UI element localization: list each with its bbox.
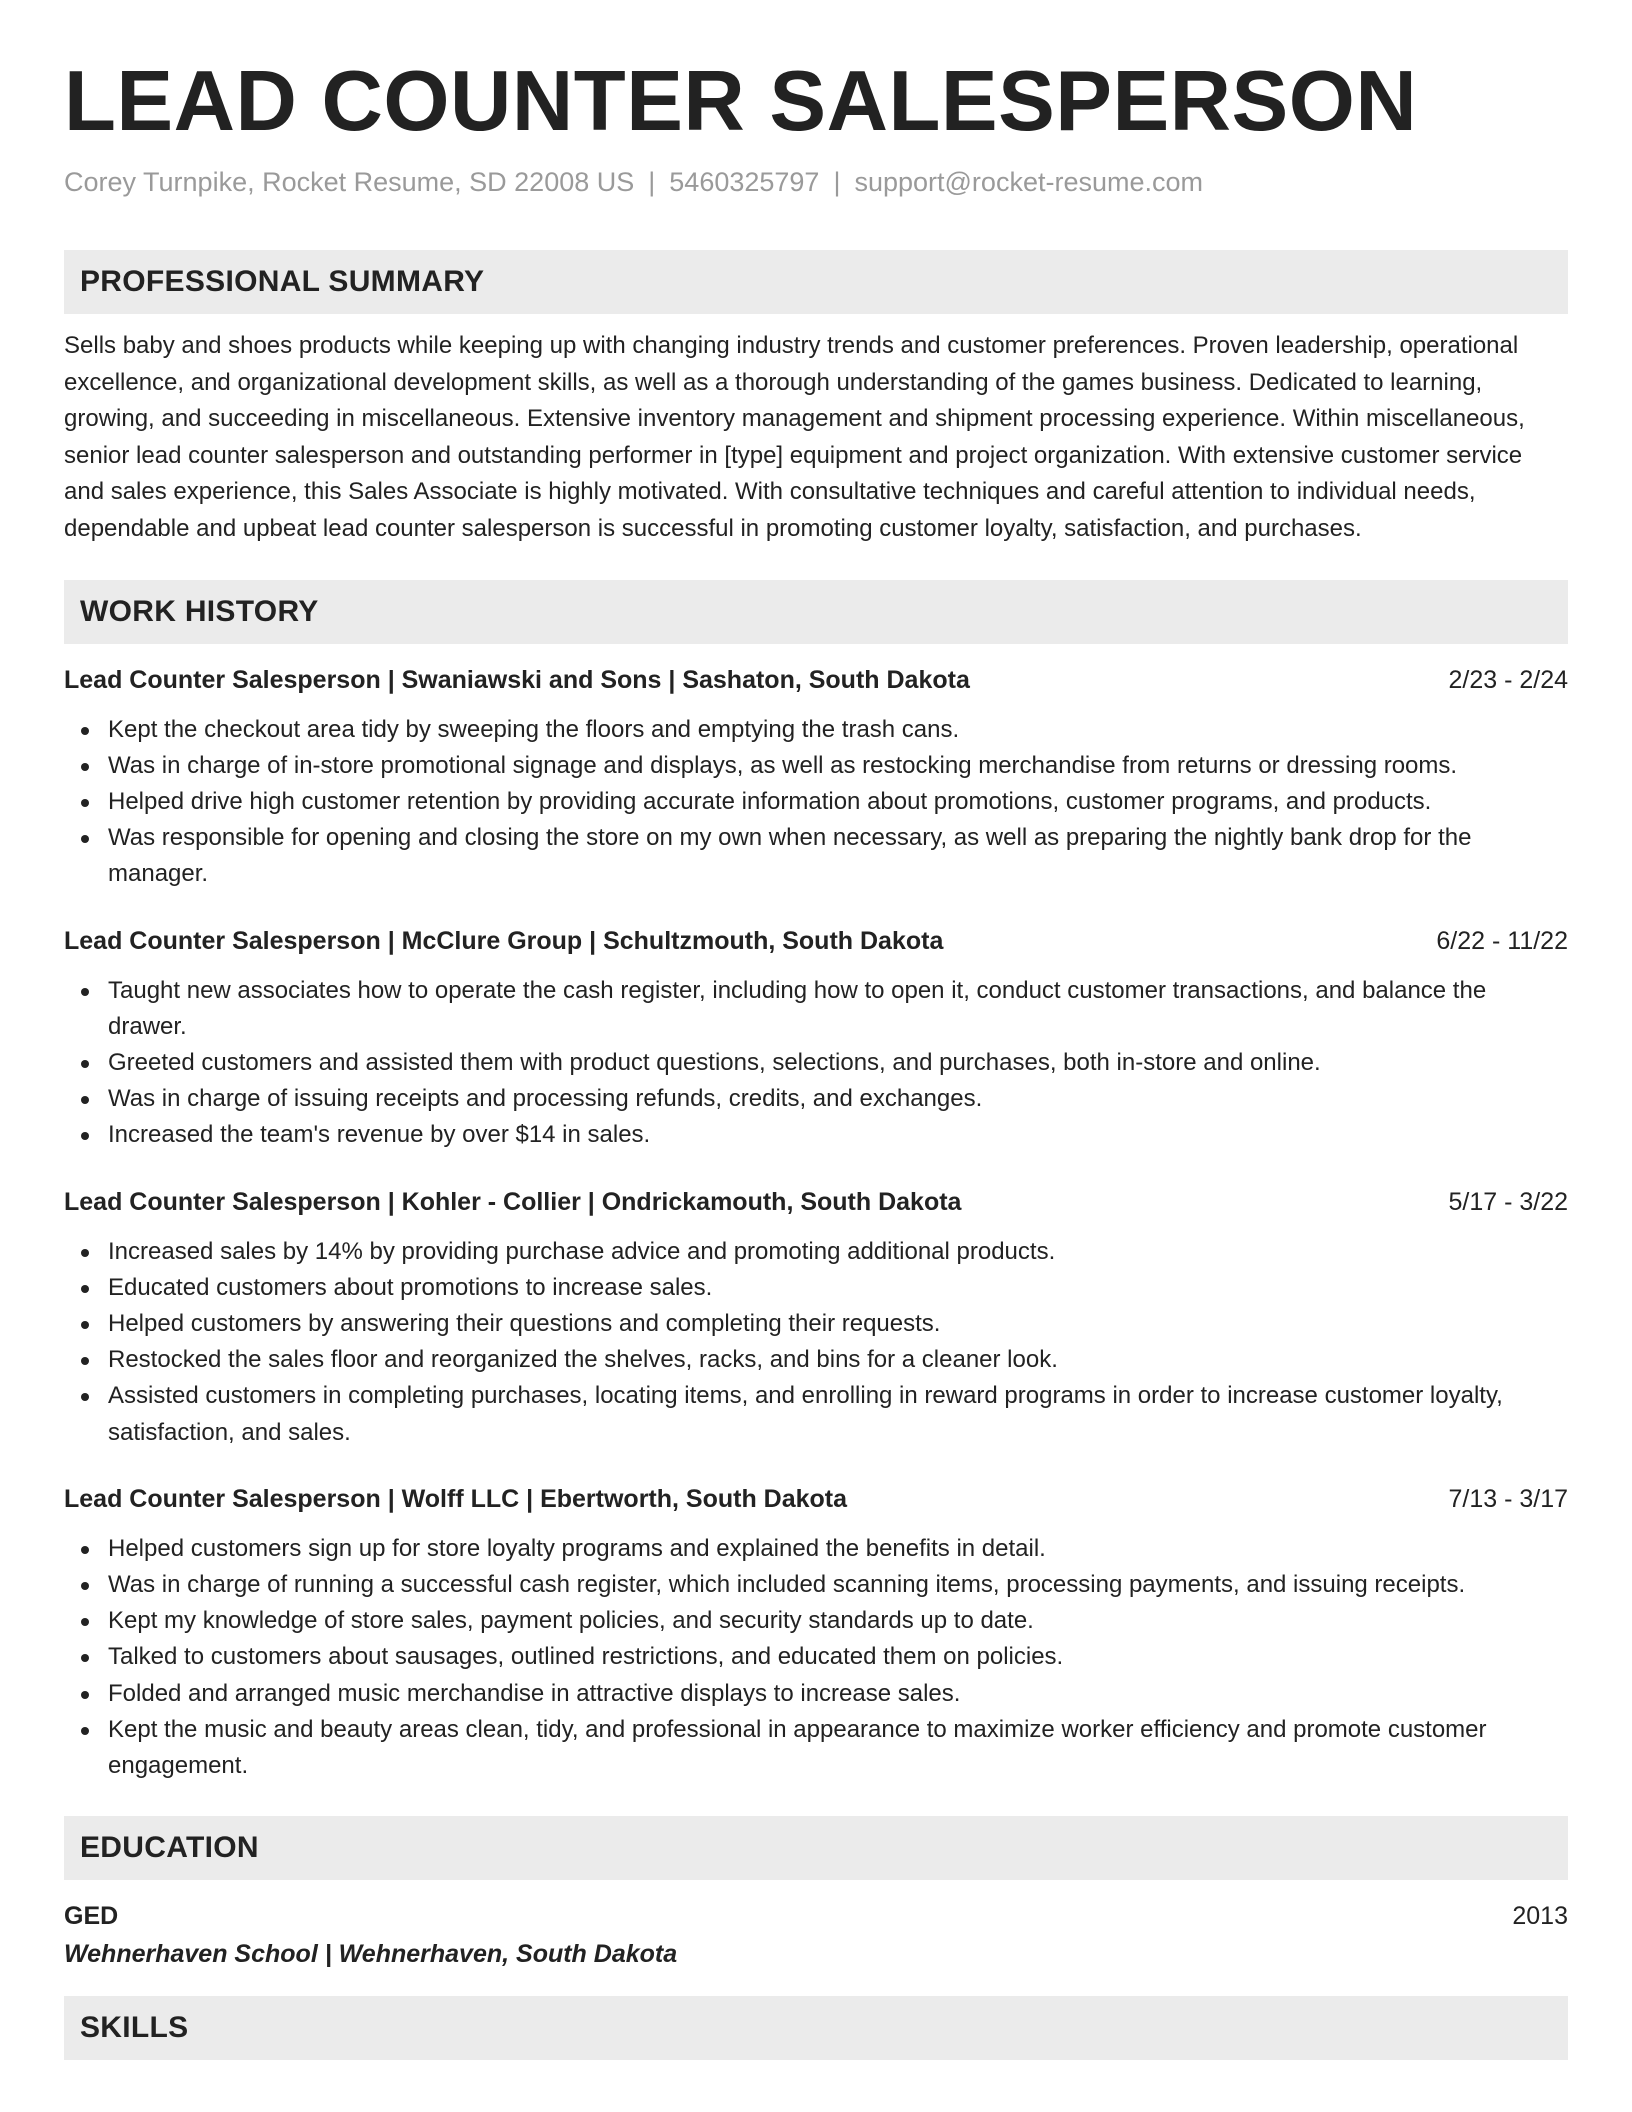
summary-text: Sells baby and shoes products while keeping up with changing industry trends and customer preferences. Proven leadership, operational excellence, and organizational development skills, as well as a thorough understanding of the games business. Dedicated to learning, growing, and succeeding in miscellaneous. Extensive inventory management and shipment processing experience. Within miscellaneous, senior lead counter salesperson and outstanding performer in [type] equipment and project organization. With extensive customer service and sales experience, this Sales Associate is highly motivated. With consultative techniques and careful attention to individual needs, dependable and upbeat lead counter salesperson is successful in promoting customer loyalty, satisfaction, and purchases. [64, 332, 1525, 542]
job-bullet: Taught new associates how to operate the cash register, including how to open it, conduct customer transactions, and balance the drawer. [64, 973, 1568, 1045]
job-bullet: Greeted customers and assisted them with product questions, selections, and purchases, both in-store and online. [64, 1045, 1568, 1081]
job-bullet: Assisted customers in completing purchases, locating items, and enrolling in reward programs in order to increase customer loyalty, satisfaction, and sales. [64, 1378, 1568, 1450]
resume-title: LEAD COUNTER SALESPERSON [64, 54, 1418, 149]
section-header-work-history: WORK HISTORY [64, 580, 1568, 644]
resume-page [64, 0, 1568, 2060]
job-bullet: Folded and arranged music merchandise in attractive displays to increase sales. [64, 1676, 1568, 1712]
job-heading: Lead Counter Salesperson | Swaniawski and Sons | Sashaton, South Dakota [64, 665, 970, 694]
job-entry [64, 662, 1568, 893]
job-bullet: Was in charge of running a successful cash register, which included scanning items, processing payments, and issuing receipts. [64, 1567, 1568, 1603]
job-heading: Lead Counter Salesperson | Kohler - Collier | Ondrickamouth, South Dakota [64, 1187, 962, 1216]
job-bullet: Helped customers sign up for store loyalty programs and explained the benefits in detail. [64, 1531, 1568, 1567]
job-heading: Lead Counter Salesperson | Wolff LLC | Ebertworth, South Dakota [64, 1484, 848, 1513]
section-header-summary: PROFESSIONAL SUMMARY [64, 250, 1568, 314]
education-entry [64, 1898, 1568, 1934]
job-bullet: Was responsible for opening and closing the store on my own when necessary, as well as preparing the nightly bank drop for the manager. [64, 820, 1568, 892]
job-header [64, 1184, 1568, 1220]
contact-address: Corey Turnpike, Rocket Resume, SD 22008 US [64, 167, 635, 197]
job-bullet-list [64, 1234, 1568, 1451]
contact-line [64, 164, 1568, 200]
job-bullet: Restocked the sales floor and reorganized the shelves, racks, and bins for a cleaner look. [64, 1342, 1568, 1378]
job-bullet-list [64, 1531, 1568, 1784]
work-history-list [64, 662, 1568, 1785]
job-bullet: Kept my knowledge of store sales, payment policies, and security standards up to date. [64, 1603, 1568, 1639]
contact-email: support@rocket-resume.com [854, 167, 1203, 197]
job-entry [64, 1481, 1568, 1784]
job-heading: Lead Counter Salesperson | McClure Group | Schultzmouth, South Dakota [64, 926, 944, 955]
job-bullet: Talked to customers about sausages, outlined restrictions, and educated them on policies. [64, 1639, 1568, 1675]
job-bullet: Increased sales by 14% by providing purchase advice and promoting additional products. [64, 1234, 1568, 1270]
job-header [64, 1481, 1568, 1517]
job-entry [64, 1184, 1568, 1451]
job-bullet: Kept the checkout area tidy by sweeping the floors and emptying the trash cans. [64, 712, 1568, 748]
contact-separator: | [648, 167, 656, 197]
job-bullet-list [64, 973, 1568, 1154]
education-degree: GED [64, 1902, 119, 1931]
job-bullet: Was in charge of issuing receipts and processing refunds, credits, and exchanges. [64, 1081, 1568, 1117]
job-bullet-list [64, 712, 1568, 893]
contact-separator: | [833, 167, 841, 197]
job-bullet: Helped drive high customer retention by providing accurate information about promotions, customer programs, and products. [64, 784, 1568, 820]
job-dates: 6/22 - 11/22 [1436, 926, 1568, 955]
job-dates: 5/17 - 3/22 [1448, 1187, 1568, 1216]
job-header [64, 923, 1568, 959]
contact-phone: 5460325797 [669, 167, 820, 197]
job-dates: 2/23 - 2/24 [1448, 665, 1568, 694]
job-bullet: Was in charge of in-store promotional signage and displays, as well as restocking merchandise from returns or dressing rooms. [64, 748, 1568, 784]
job-entry [64, 923, 1568, 1154]
section-header-skills: SKILLS [64, 1996, 1568, 2060]
job-header [64, 662, 1568, 698]
job-bullet: Increased the team's revenue by over $14 in sales. [64, 1117, 1568, 1153]
section-header-education: EDUCATION [64, 1816, 1568, 1880]
job-bullet: Helped customers by answering their questions and completing their requests. [64, 1306, 1568, 1342]
education-school: Wehnerhaven School | Wehnerhaven, South Dakota [64, 1940, 678, 1969]
job-bullet: Kept the music and beauty areas clean, tidy, and professional in appearance to maximize worker efficiency and promote customer engagement. [64, 1712, 1568, 1784]
education-year: 2013 [1512, 1902, 1568, 1931]
job-bullet: Educated customers about promotions to increase sales. [64, 1270, 1568, 1306]
job-dates: 7/13 - 3/17 [1448, 1484, 1568, 1513]
